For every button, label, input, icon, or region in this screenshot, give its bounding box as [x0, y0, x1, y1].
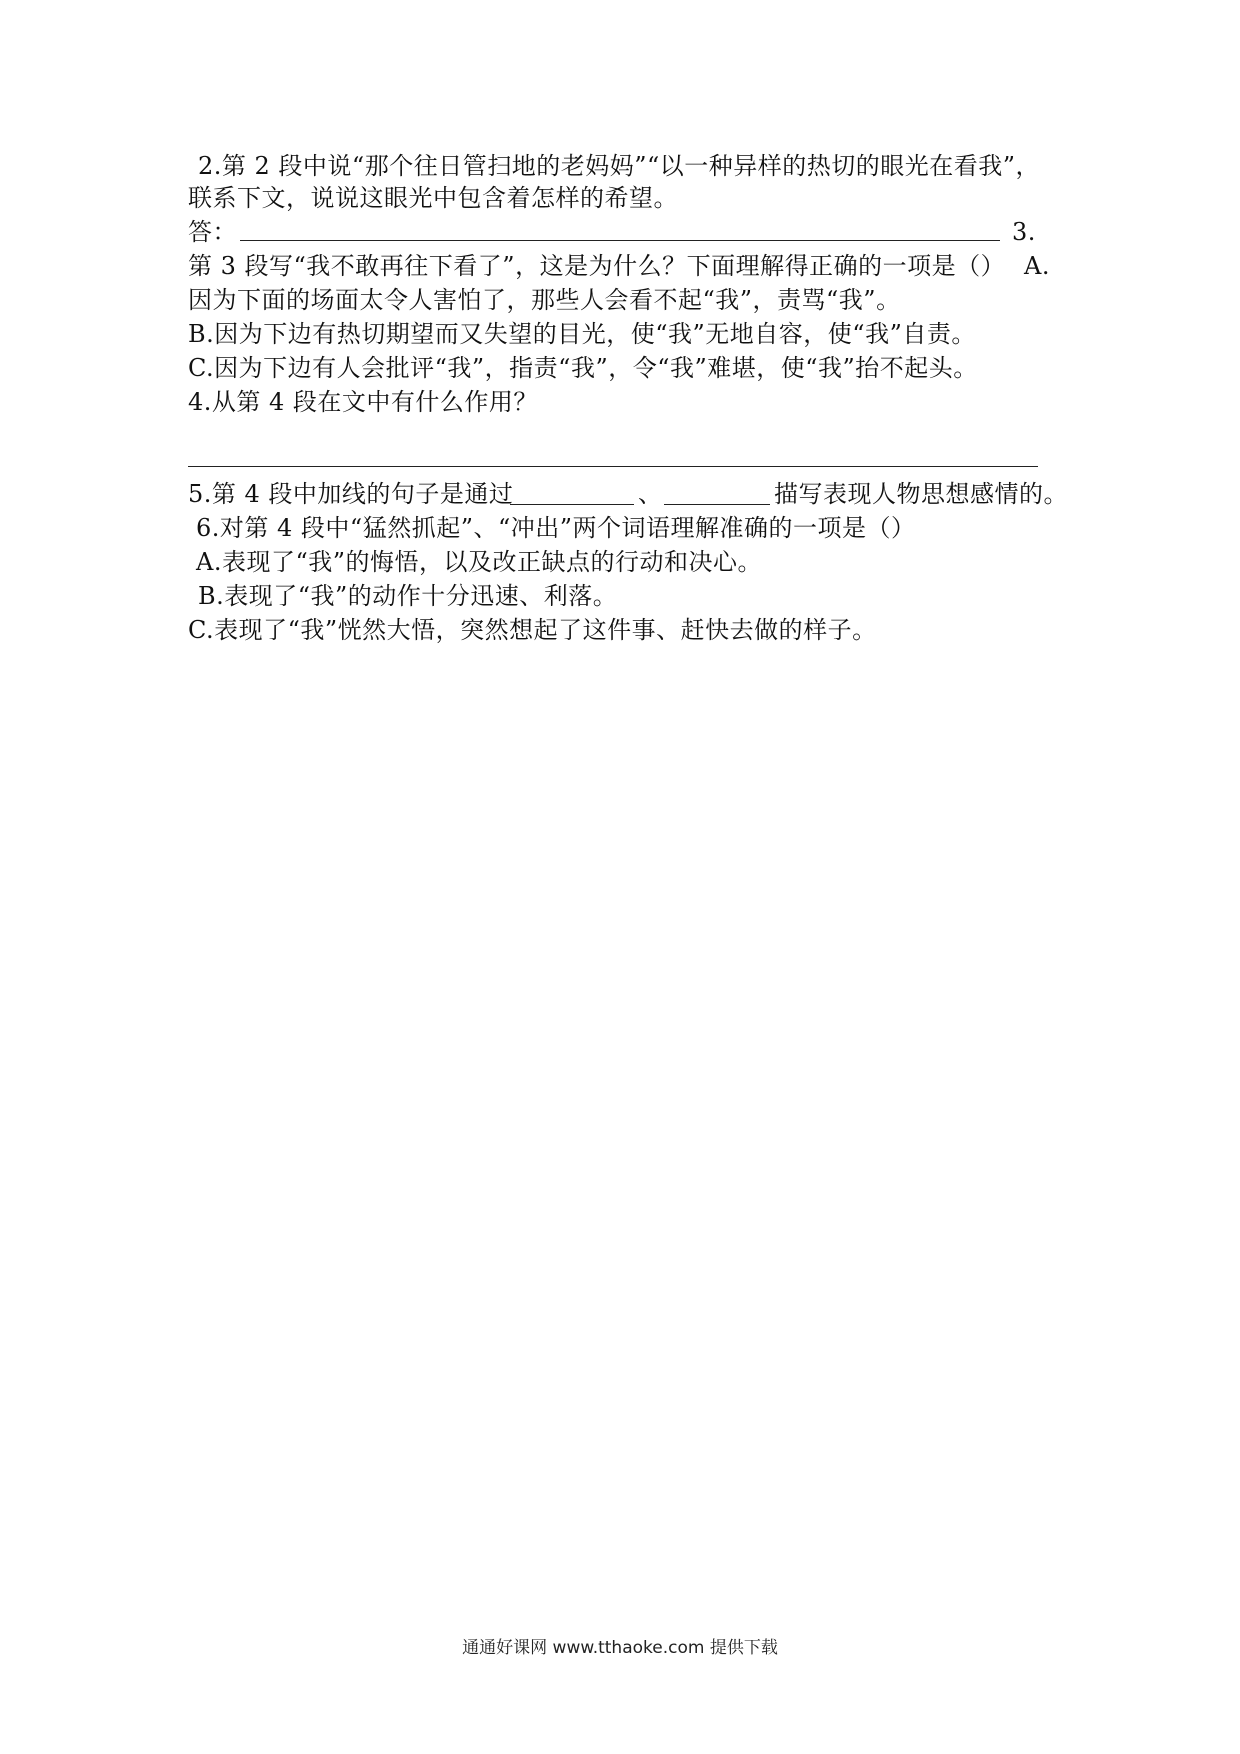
question-5-separator: 、: [638, 480, 663, 508]
question-3-option-b: B.因为下边有热切期望而又失望的目光，使“我”无地自容，使“我”自责。: [188, 320, 976, 348]
question-3-option-c: C.因为下边有人会批评“我”，指责“我”，令“我”难堪，使“我”抬不起头。: [188, 354, 978, 382]
question-6-stem: 6.对第 4 段中“猛然抓起”、“冲出”两个词语理解准确的一项是（）: [196, 514, 916, 542]
question-3-stem: 第 3 段写“我不敢再往下看了”，这是为什么？下面理解得正确的一项是（）: [188, 252, 1006, 280]
question-5-blank-2: [664, 504, 770, 505]
answer-blank-line: [240, 240, 1000, 241]
question-2-line-1: 2.第 2 段中说“那个往日管扫地的老妈妈”“以一种异样的热切的眼光在看我”，: [198, 152, 1041, 180]
question-3-option-a: 因为下面的场面太令人害怕了，那些人会看不起“我”，责骂“我”。: [188, 286, 901, 314]
question-6-option-a: A.表现了“我”的悔悟，以及改正缺点的行动和决心。: [196, 548, 762, 576]
question-5-blank-1: [510, 504, 634, 505]
question-5-part-1: 5.第 4 段中加线的句子是通过: [188, 480, 514, 508]
question-6-option-b: B.表现了“我”的动作十分迅速、利落。: [198, 582, 618, 610]
question-5-part-2: 描写表现人物思想感情的。: [774, 480, 1068, 508]
answer-label: 答：: [188, 218, 237, 246]
question-2-line-2: 联系下文，说说这眼光中包含着怎样的希望。: [188, 184, 678, 212]
page-footer: 通通好课网 www.tthaoke.com 提供下载: [462, 1638, 778, 1658]
question-4-stem: 4.从第 4 段在文中有什么作用？: [188, 388, 538, 416]
question-3-option-a-letter: A.: [1024, 252, 1050, 280]
question-6-option-c: C.表现了“我”恍然大悟，突然想起了这件事、赶快去做的样子。: [188, 616, 877, 644]
question-3-number: 3.: [1012, 218, 1036, 246]
question-4-answer-line: [188, 466, 1038, 467]
